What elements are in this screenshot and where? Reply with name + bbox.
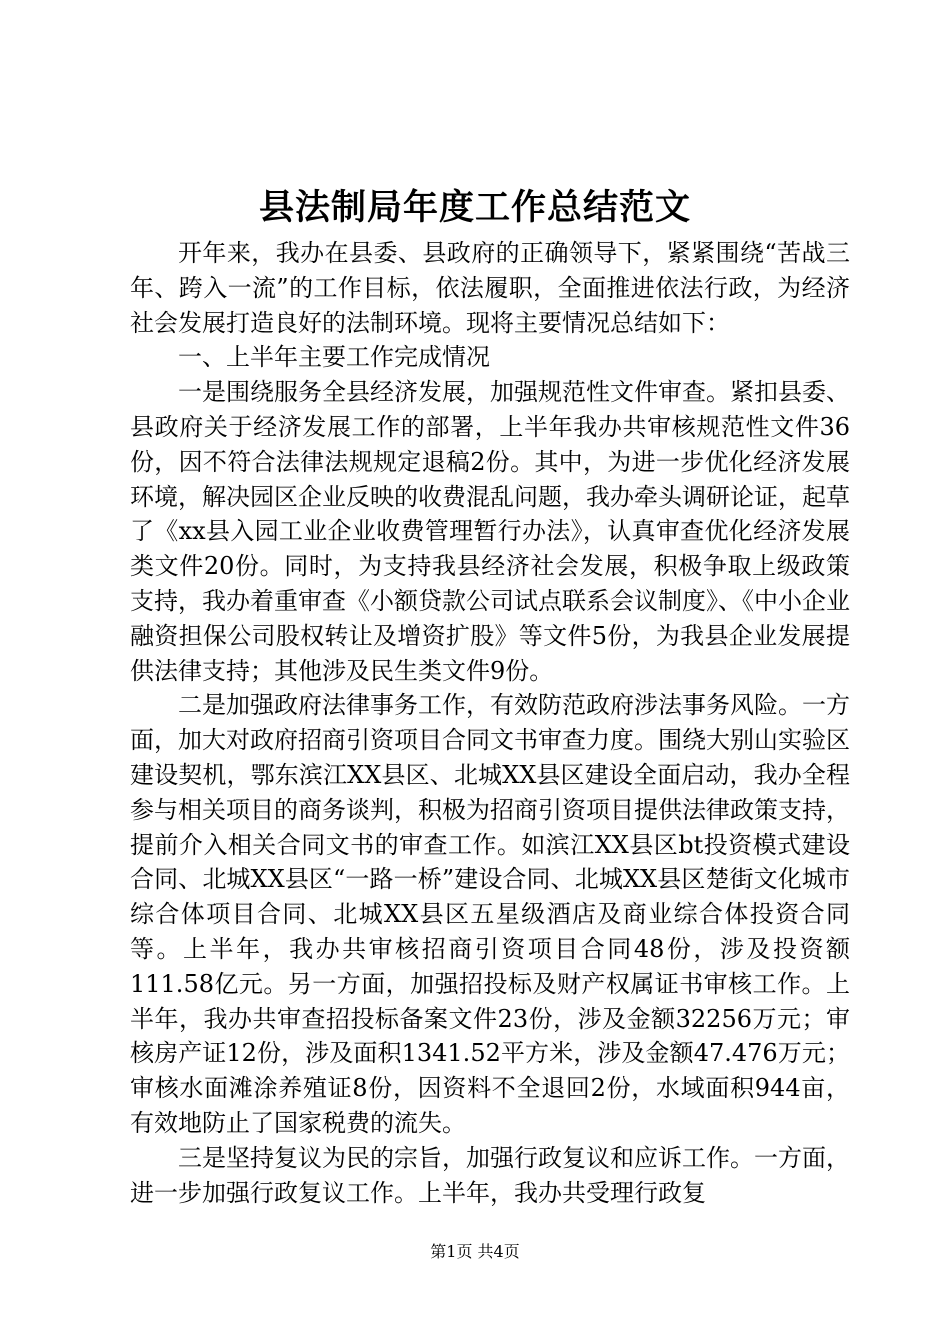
document-body (130, 236, 850, 1210)
section-heading: 一、上半年主要工作完成情况 (178, 343, 490, 372)
page-footer: 第1页 共4页 (430, 1242, 520, 1261)
document-title: 县法制局年度工作总结范文 (258, 187, 691, 228)
paragraph-intro: 开年来，我办在县委、县政府的正确领导下，紧紧围绕“苦战三年、跨入一流”的工作目标，依法履职，全面推进依法行政，为经济社会发展打造良好的法制环境。现将主要情况总结如下： (130, 239, 850, 337)
paragraph-first-item: 一是围绕服务全县经济发展，加强规范性文件审查。紧扣县委、县政府关于经济发展工作的部署，上半年我办共审核规范性文件36份，因不符合法律法规规定退稿2份。其中，为进一步优化经济发展环境，解决园区企业反映的收费混乱问题，我办牵头调研论证，起草了《xx县入园工业企业收费管理暂行办法》，认真审查优化经济发展类文件20份。同时，为支持我县经济社会发展，积极争取上级政策支持，我办着重审查《小额贷款公司试点联系会议制度》、《中小企业融资担保公司股权转让及增资扩股》等文件5份，为我县企业发展提供法律支持；其他涉及民生类文件9份。 (130, 378, 850, 685)
paragraph-second-item: 二是加强政府法律事务工作，有效防范政府涉法事务风险。一方面，加大对政府招商引资项目合同文书审查力度。围绕大别山实验区建设契机，鄂东滨江XX县区、北城XX县区建设全面启动，我办全程参与相关项目的商务谈判，积极为招商引资项目提供法律政策支持，提前介入相关合同文书的审查工作。如滨江XX县区bt投资模式建设合同、北城XX县区“一路一桥”建设合同、北城XX县区楚街文化城市综合体项目合同、北城XX县区五星级酒店及商业综合体投资合同等。上半年，我办共审核招商引资项目合同48份，涉及投资额111.58亿元。另一方面，加强招投标及财产权属证书审核工作。上半年，我办共审查招投标备案文件23份，涉及金额32256万元；审核房产证12份，涉及面积1341.52平方米，涉及金额47.476万元；审核水面滩涂养殖证8份，因资料不全退回2份，水域面积944亩，有效地防止了国家税费的流失。 (130, 691, 850, 1137)
paragraph-third-item: 三是坚持复议为民的宗旨，加强行政复议和应诉工作。一方面，进一步加强行政复议工作。上半年，我办共受理行政复 (130, 1143, 850, 1207)
